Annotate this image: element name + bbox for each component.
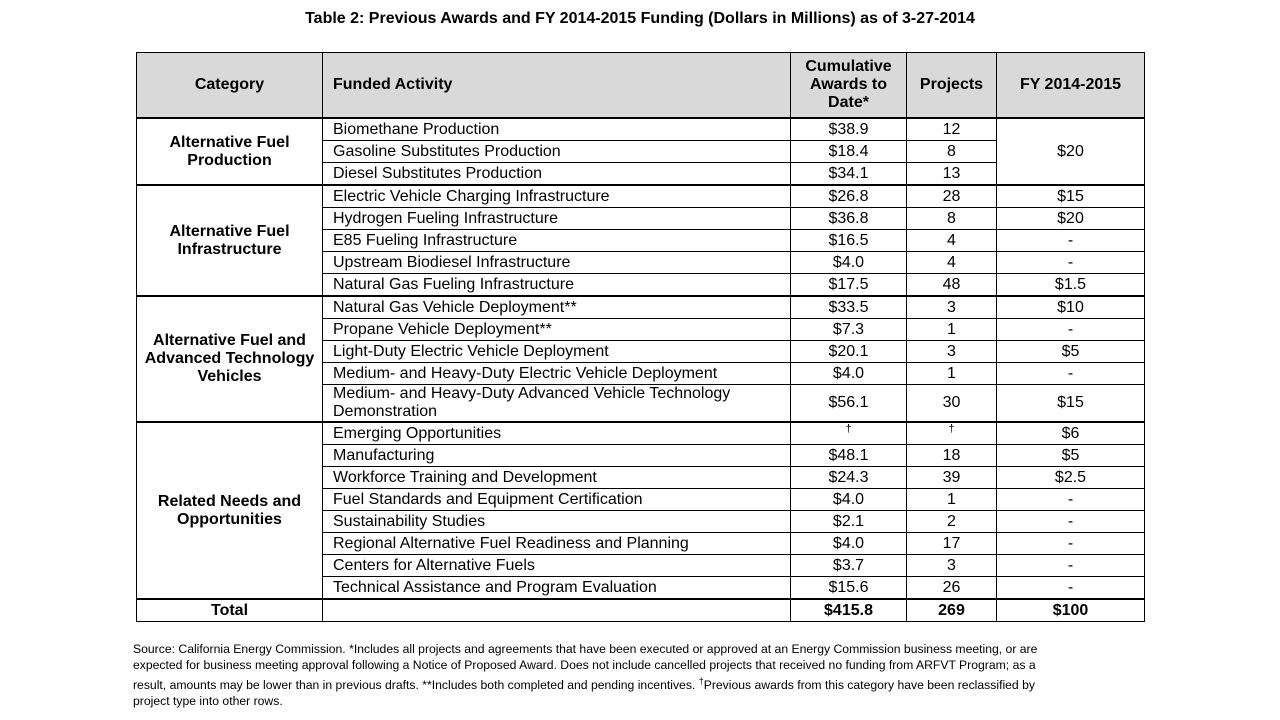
- activity-cell: Hydrogen Fueling Infrastructure: [323, 208, 791, 230]
- activity-cell: Regional Alternative Fuel Readiness and Planning: [323, 533, 791, 555]
- projects-cell: 12: [907, 118, 997, 141]
- fy-cell: -: [997, 319, 1145, 341]
- projects-cell: 2: [907, 511, 997, 533]
- fy-cell: $6: [997, 422, 1145, 445]
- projects-cell: 1: [907, 363, 997, 385]
- activity-cell: Medium- and Heavy-Duty Advanced Vehicle Technology Demonstration: [323, 385, 791, 423]
- projects-cell: 17: [907, 533, 997, 555]
- table-row: [137, 118, 1145, 141]
- activity-cell: Diesel Substitutes Production: [323, 163, 791, 186]
- awards-cell: $16.5: [791, 230, 907, 252]
- activity-cell: Natural Gas Fueling Infrastructure: [323, 274, 791, 297]
- projects-cell: 8: [907, 141, 997, 163]
- fy-cell: $1.5: [997, 274, 1145, 297]
- category-cell: Alternative Fuel Production: [137, 118, 323, 185]
- projects-cell: 18: [907, 445, 997, 467]
- awards-cell: $3.7: [791, 555, 907, 577]
- fy-cell: $10: [997, 296, 1145, 319]
- awards-cell: $2.1: [791, 511, 907, 533]
- footnote-dagger: †: [698, 676, 704, 686]
- projects-cell: †: [907, 422, 997, 445]
- awards-cell: $48.1: [791, 445, 907, 467]
- total-fy: $100: [997, 599, 1145, 622]
- activity-cell: Fuel Standards and Equipment Certification: [323, 489, 791, 511]
- projects-cell: 3: [907, 296, 997, 319]
- awards-cell: $4.0: [791, 489, 907, 511]
- activity-cell: Upstream Biodiesel Infrastructure: [323, 252, 791, 274]
- table-row: [137, 296, 1145, 319]
- projects-cell: 4: [907, 252, 997, 274]
- activity-cell: Workforce Training and Development: [323, 467, 791, 489]
- fy-cell: -: [997, 533, 1145, 555]
- awards-cell: $36.8: [791, 208, 907, 230]
- awards-cell: $56.1: [791, 385, 907, 423]
- table-row: [137, 422, 1145, 445]
- fy-cell: -: [997, 555, 1145, 577]
- fy-cell: -: [997, 252, 1145, 274]
- header-projects: Projects: [907, 53, 997, 119]
- header-fy-2014-2015: FY 2014-2015: [997, 53, 1145, 119]
- projects-cell: 1: [907, 319, 997, 341]
- fy-cell: -: [997, 577, 1145, 600]
- fy-cell: $5: [997, 445, 1145, 467]
- awards-cell: $34.1: [791, 163, 907, 186]
- awards-cell: $20.1: [791, 341, 907, 363]
- header-funded-activity: Funded Activity: [323, 53, 791, 119]
- category-cell: Alternative Fuel and Advanced Technology Vehicles: [137, 296, 323, 422]
- table-title: Table 2: Previous Awards and FY 2014-2015 Funding (Dollars in Millions) as of 3-27-2014: [305, 10, 975, 27]
- total-awards: $415.8: [791, 599, 907, 622]
- fy-cell: $15: [997, 185, 1145, 208]
- fy-cell: $20: [997, 208, 1145, 230]
- awards-cell: $26.8: [791, 185, 907, 208]
- table-row: [137, 185, 1145, 208]
- projects-cell: 8: [907, 208, 997, 230]
- total-row: [137, 599, 1145, 622]
- fy-cell: -: [997, 363, 1145, 385]
- activity-cell: Light-Duty Electric Vehicle Deployment: [323, 341, 791, 363]
- activity-cell: Manufacturing: [323, 445, 791, 467]
- fy-cell: -: [997, 511, 1145, 533]
- activity-cell: Biomethane Production: [323, 118, 791, 141]
- awards-cell: $18.4: [791, 141, 907, 163]
- awards-cell: $4.0: [791, 533, 907, 555]
- awards-cell: $15.6: [791, 577, 907, 600]
- header-cumulative-awards: Cumulative Awards to Date*: [791, 53, 907, 119]
- footnote-main: Source: California Energy Commission. *Includes all projects and agreements that have been executed or approved at an Energy Commission business meeting, or are expected for business meeting approval following a Notice of Proposed Award. Does not include cancelled projects that received no funding from ARFVT Program; as a result, amounts may be lower than in previous drafts. **Includes both completed and pending incentives.: [133, 642, 1038, 693]
- activity-cell: Electric Vehicle Charging Infrastructure: [323, 185, 791, 208]
- projects-cell: 26: [907, 577, 997, 600]
- fy-cell: $2.5: [997, 467, 1145, 489]
- fy-cell: $5: [997, 341, 1145, 363]
- activity-cell: E85 Fueling Infrastructure: [323, 230, 791, 252]
- fy-cell: -: [997, 230, 1145, 252]
- awards-cell: $33.5: [791, 296, 907, 319]
- awards-cell: $24.3: [791, 467, 907, 489]
- projects-cell: 39: [907, 467, 997, 489]
- awards-cell: $4.0: [791, 363, 907, 385]
- header-category: Category: [137, 53, 323, 119]
- activity-cell: Propane Vehicle Deployment**: [323, 319, 791, 341]
- activity-cell: Medium- and Heavy-Duty Electric Vehicle Deployment: [323, 363, 791, 385]
- fy-cell: $20: [997, 118, 1145, 185]
- awards-cell: $17.5: [791, 274, 907, 297]
- awards-cell: $4.0: [791, 252, 907, 274]
- activity-cell: Emerging Opportunities: [323, 422, 791, 445]
- projects-cell: 13: [907, 163, 997, 186]
- activity-cell: Centers for Alternative Fuels: [323, 555, 791, 577]
- total-projects: 269: [907, 599, 997, 622]
- source-footnote: [133, 641, 1053, 709]
- projects-cell: 28: [907, 185, 997, 208]
- activity-cell: Sustainability Studies: [323, 511, 791, 533]
- awards-cell: $38.9: [791, 118, 907, 141]
- awards-cell: $7.3: [791, 319, 907, 341]
- table-header-row: [137, 53, 1145, 119]
- projects-cell: 48: [907, 274, 997, 297]
- projects-cell: 30: [907, 385, 997, 423]
- activity-cell: Gasoline Substitutes Production: [323, 141, 791, 163]
- total-empty-cell: [323, 599, 791, 622]
- projects-cell: 3: [907, 341, 997, 363]
- footnote-dagger-text: Previous awards from this category have been reclassified by project type into other rows.: [133, 678, 1035, 709]
- funding-table: [136, 52, 1145, 622]
- activity-cell: Technical Assistance and Program Evaluation: [323, 577, 791, 600]
- awards-cell: †: [791, 422, 907, 445]
- projects-cell: 3: [907, 555, 997, 577]
- category-cell: Alternative Fuel Infrastructure: [137, 185, 323, 296]
- fy-cell: -: [997, 489, 1145, 511]
- activity-cell: Natural Gas Vehicle Deployment**: [323, 296, 791, 319]
- fy-cell: $15: [997, 385, 1145, 423]
- projects-cell: 1: [907, 489, 997, 511]
- total-label: Total: [137, 599, 323, 622]
- category-cell: Related Needs and Opportunities: [137, 422, 323, 599]
- projects-cell: 4: [907, 230, 997, 252]
